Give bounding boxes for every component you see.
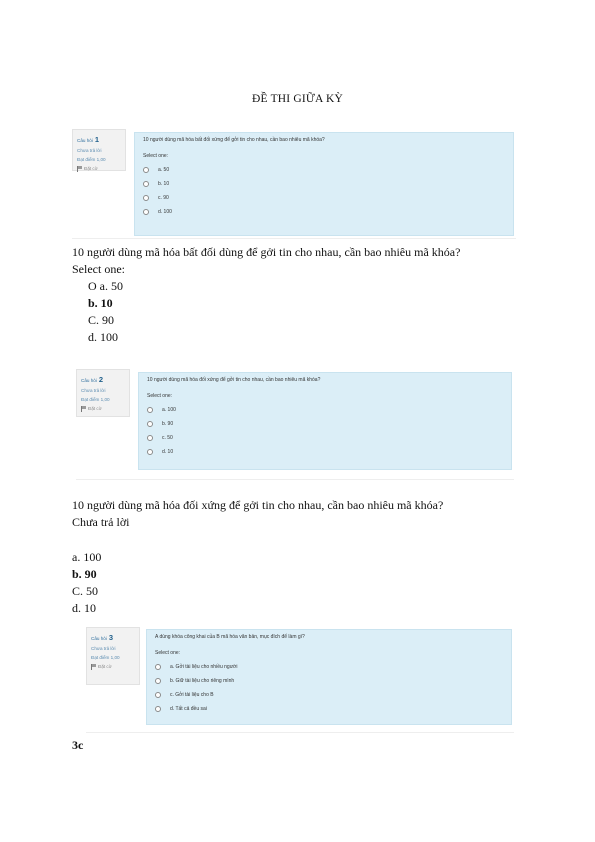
q2-option-d: d. 10 [72, 601, 96, 615]
answer-option[interactable]: a. Gởi tài liệu cho nhiều người [155, 660, 503, 674]
select-one-label: Select one: [143, 153, 169, 159]
question-number: 2 [98, 375, 104, 384]
question-number: 1 [94, 135, 100, 144]
flag-question-link[interactable]: Đặt cờ [91, 663, 135, 672]
answer-option[interactable]: d. 10 [147, 445, 503, 459]
flag-question-link[interactable]: Đặt cờ [77, 165, 121, 174]
flag-icon [91, 664, 96, 669]
question-status: Chưa trả lời [81, 388, 106, 394]
answer-option[interactable]: c. Gởi tài liệu cho B [155, 688, 503, 702]
radio-button[interactable] [147, 435, 153, 441]
question-label: Câu hỏi [91, 636, 107, 641]
q1-option-a: O a. 50 [88, 279, 123, 293]
radio-button[interactable] [143, 209, 149, 215]
flag-question-link[interactable]: Đặt cờ [81, 405, 125, 414]
answer-option[interactable]: b. Giữ tài liệu cho riêng mình [155, 674, 503, 688]
question-screenshot-3 [86, 627, 514, 733]
q1-question: 10 người dùng mã hóa bất đối dùng để gởi tin cho nhau, cần bao nhiêu mã khóa? [72, 245, 461, 259]
question-number: 3 [108, 633, 114, 642]
question-content [138, 372, 512, 470]
radio-button[interactable] [147, 421, 153, 427]
radio-button[interactable] [143, 195, 149, 201]
answer-option[interactable]: d. 100 [143, 205, 505, 219]
question-label: Câu hỏi [81, 378, 97, 383]
answer-option[interactable]: b. 10 [143, 177, 505, 191]
answer-option[interactable]: c. 50 [147, 431, 503, 445]
radio-button[interactable] [147, 449, 153, 455]
question-info-panel [72, 129, 126, 171]
question-points: Đạt điểm 1,00 [77, 156, 106, 162]
question-text: A dùng khóa công khai của B mã hóa văn bản, mục đích để làm gì? [155, 634, 305, 640]
flag-icon [77, 166, 82, 171]
answer-option[interactable]: d. Tất cả đều sai [155, 702, 503, 716]
select-one-label: Select one: [147, 393, 173, 399]
q2-option-c: C. 50 [72, 584, 99, 598]
select-one-label: Select one: [155, 650, 181, 656]
answer-option[interactable]: a. 50 [143, 163, 505, 177]
radio-button[interactable] [143, 181, 149, 187]
radio-button[interactable] [155, 678, 161, 684]
question-text: 10 người dùng mã hóa đối xứng để gởi tin cho nhau, cần bao nhiêu mã khóa? [147, 377, 321, 383]
q2-status: Chưa trả lời [72, 515, 130, 529]
q2-option-a: a. 100 [72, 550, 102, 564]
radio-button[interactable] [143, 167, 149, 173]
question-screenshot-2 [76, 369, 514, 480]
question-points: Đạt điểm 1,00 [91, 654, 120, 660]
q1-option-b-answer: b. 10 [88, 296, 113, 310]
question-status: Chưa trả lời [91, 646, 116, 652]
question-info-panel [76, 369, 130, 417]
flag-icon [81, 406, 86, 411]
radio-button[interactable] [155, 706, 161, 712]
q3-answer: 3c [72, 738, 84, 752]
question-status: Chưa trả lời [77, 148, 102, 154]
question-text: 10 người dùng mã hóa bất đối xứng để gởi tin cho nhau, cần bao nhiêu mã khóa? [143, 137, 325, 143]
q1-option-d: d. 100 [88, 330, 118, 344]
question-content [134, 132, 514, 236]
question-screenshot-1 [72, 129, 516, 239]
answer-option[interactable]: a. 100 [147, 403, 503, 417]
page-title: ĐỀ THI GIỮA KỲ [251, 93, 344, 105]
q2-option-b-answer: b. 90 [72, 567, 97, 581]
answer-option[interactable]: b. 90 [147, 417, 503, 431]
q1-select-label: Select one: [72, 262, 125, 276]
radio-button[interactable] [155, 664, 161, 670]
q1-option-c: C. 90 [88, 313, 115, 327]
answer-option[interactable]: c. 90 [143, 191, 505, 205]
question-points: Đạt điểm 1,00 [81, 396, 110, 402]
question-content [146, 629, 512, 725]
q2-question: 10 người dùng mã hóa đối xứng để gởi tin cho nhau, cần bao nhiêu mã khóa? [72, 498, 444, 512]
radio-button[interactable] [155, 692, 161, 698]
radio-button[interactable] [147, 407, 153, 413]
question-label: Câu hỏi [77, 138, 93, 143]
question-info-panel [86, 627, 140, 685]
